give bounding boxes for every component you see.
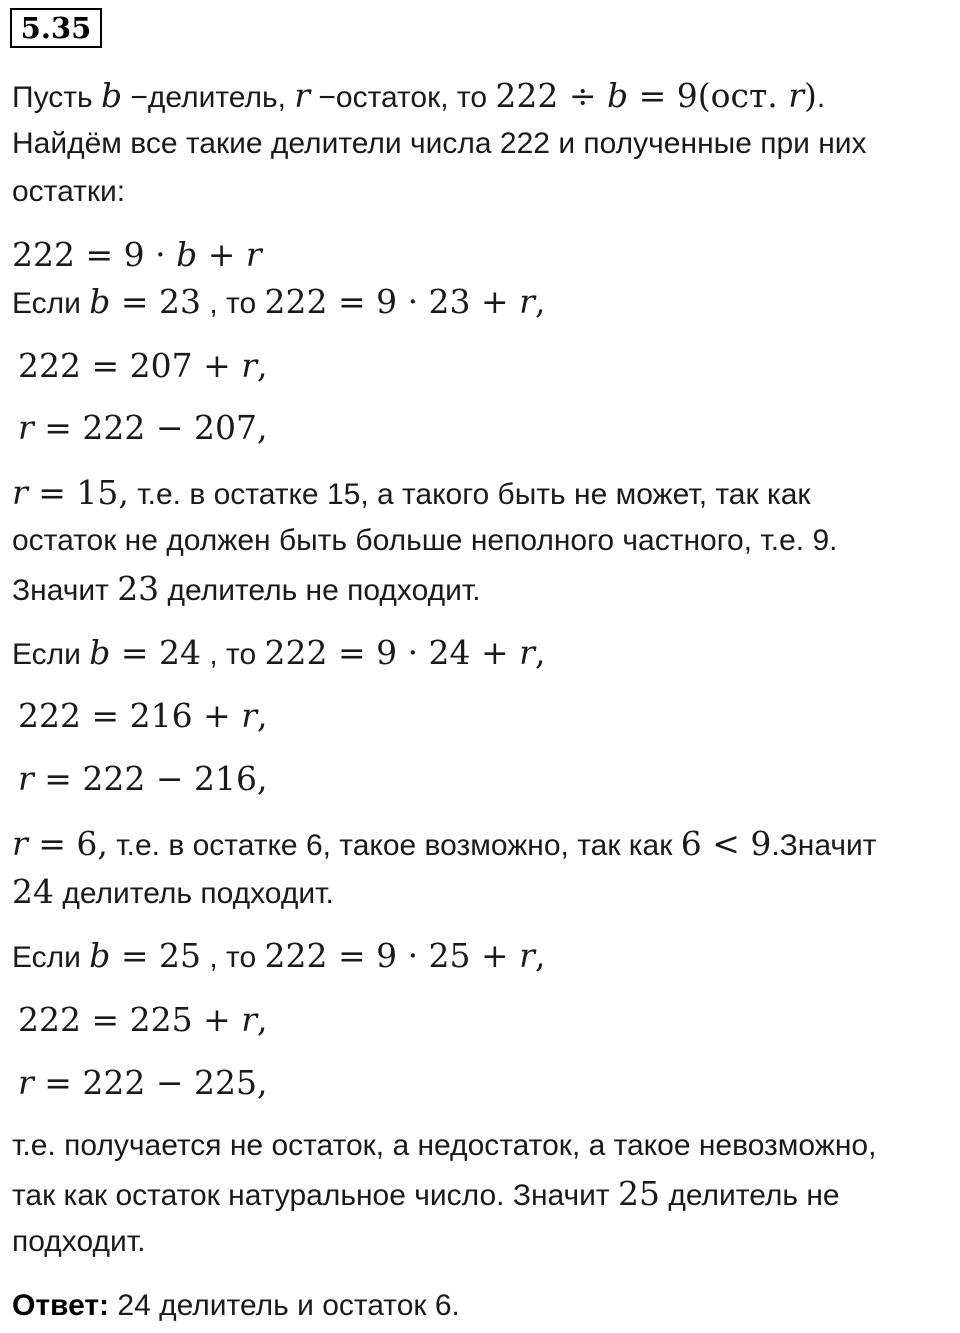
answer-label: Ответ:	[12, 1289, 110, 1322]
case23-formula: 222 = 9 · 23 +	[264, 282, 520, 321]
case24-line4	[12, 874, 334, 912]
case23-step1	[18, 348, 268, 384]
intro-formula-b: b	[606, 76, 629, 115]
case25-r: r	[519, 936, 535, 975]
intro-text-b: −делитель,	[122, 81, 295, 114]
case24-if: Если	[12, 638, 90, 671]
case25-step2	[18, 1065, 268, 1101]
problem-number-box: 5.35	[10, 8, 102, 48]
case25-eq-val: = 25	[110, 936, 202, 975]
intro-formula-r: r	[788, 76, 804, 115]
main-eq-b: b	[176, 235, 198, 274]
intro-formula-3: )	[803, 76, 817, 115]
case24-step3-r: r	[12, 824, 28, 863]
case24-line4-num: 24	[12, 872, 54, 911]
main-eq-r: r	[245, 235, 262, 274]
case25-to: , то	[201, 941, 265, 974]
case25-text2-b: делитель не	[660, 1179, 840, 1212]
var-b: b	[100, 76, 123, 115]
case24-step3-math: 6 < 9	[680, 824, 772, 863]
case23-step2	[18, 410, 268, 446]
case25-step1	[18, 1002, 268, 1038]
intro-line	[12, 78, 825, 116]
case25-text1: т.е. получается не остаток, а недостаток, а такое невозможно,	[12, 1129, 877, 1162]
case23-step3-r: r	[12, 473, 28, 512]
intro-text-a: Пусть	[12, 81, 101, 114]
case23-line5	[12, 571, 481, 609]
case23-line5-a: Значит	[12, 574, 118, 607]
case24-step3-after: .Значит	[771, 829, 877, 862]
case24-step3-text: т.е. в остатке 6, такое возможно, так как	[107, 829, 681, 862]
main-eq-plus: +	[197, 235, 246, 274]
case23-comma: ,	[534, 282, 546, 321]
intro-line-2: Найдём все такие делители числа 222 и полученные при них	[12, 127, 867, 160]
case25-text2	[12, 1176, 840, 1214]
case24-step2-r: r	[18, 759, 34, 798]
case24-to: , то	[201, 638, 265, 671]
case25-text3: подходит.	[12, 1225, 146, 1258]
case23-step2-r: r	[18, 408, 34, 447]
intro-line-3: остатки:	[12, 175, 126, 208]
var-r: r	[294, 76, 311, 115]
intro-text-c: −остаток, то	[310, 81, 496, 114]
intro-text-d: .	[816, 81, 826, 114]
case23-r: r	[519, 282, 535, 321]
case25-step2-end: = 222 − 225,	[33, 1063, 268, 1102]
case24-header	[12, 635, 545, 673]
intro-formula: 222 ÷	[495, 76, 607, 115]
case25-step1-r: r	[241, 1000, 258, 1039]
case23-step3-text: т.е. в остатке 15, а такого быть не может, так как	[128, 478, 811, 511]
case24-comma: ,	[534, 633, 546, 672]
case24-step1	[18, 698, 268, 734]
case23-step3-end: = 15,	[27, 473, 129, 512]
case24-step1-end: ,	[257, 696, 268, 735]
answer-line	[12, 1288, 460, 1324]
main-eq-left: 222 = 9 ·	[12, 235, 177, 274]
case24-formula: 222 = 9 · 24 +	[264, 633, 520, 672]
case25-text2-a: так как остаток натуральное число. Значит	[12, 1179, 619, 1212]
answer-text: 24 делитель и остаток 6.	[109, 1289, 460, 1322]
case23-to: , то	[201, 287, 265, 320]
case25-step2-r: r	[18, 1063, 34, 1102]
main-equation	[12, 237, 262, 273]
case24-step3	[12, 826, 877, 864]
case23-line4: остаток не должен быть больше неполного частного, т.е. 9.	[12, 524, 838, 557]
case25-step1-text: 222 = 225 +	[18, 1000, 242, 1039]
case24-eq-val: = 24	[110, 633, 202, 672]
case24-step2	[18, 761, 268, 797]
case25-text2-num: 25	[618, 1174, 661, 1213]
case25-comma: ,	[534, 936, 546, 975]
case24-step1-text: 222 = 216 +	[18, 696, 242, 735]
case23-step3	[12, 475, 811, 513]
intro-formula-2: = 9(ост.	[628, 76, 789, 115]
case24-step2-end: = 222 − 216,	[33, 759, 268, 798]
case23-header	[12, 284, 545, 322]
case23-step1-end: ,	[257, 346, 268, 385]
case24-line4-text: делитель подходит.	[54, 877, 334, 910]
case23-b: b	[89, 282, 111, 321]
case25-b: b	[89, 936, 111, 975]
case25-step1-end: ,	[257, 1000, 268, 1039]
case23-line5-b: делитель не подходит.	[159, 574, 481, 607]
case25-formula: 222 = 9 · 25 +	[264, 936, 520, 975]
case24-b: b	[89, 633, 111, 672]
case25-header	[12, 938, 545, 976]
case24-r: r	[519, 633, 535, 672]
case23-step1-text: 222 = 207 +	[18, 346, 242, 385]
case23-step1-r: r	[241, 346, 258, 385]
case23-eq-val: = 23	[110, 282, 202, 321]
case23-line5-num: 23	[117, 569, 160, 608]
case24-step1-r: r	[241, 696, 258, 735]
case23-if: Если	[12, 287, 90, 320]
case25-if: Если	[12, 941, 90, 974]
case24-step3-end: = 6,	[27, 824, 108, 863]
case23-step2-end: = 222 − 207,	[33, 408, 268, 447]
